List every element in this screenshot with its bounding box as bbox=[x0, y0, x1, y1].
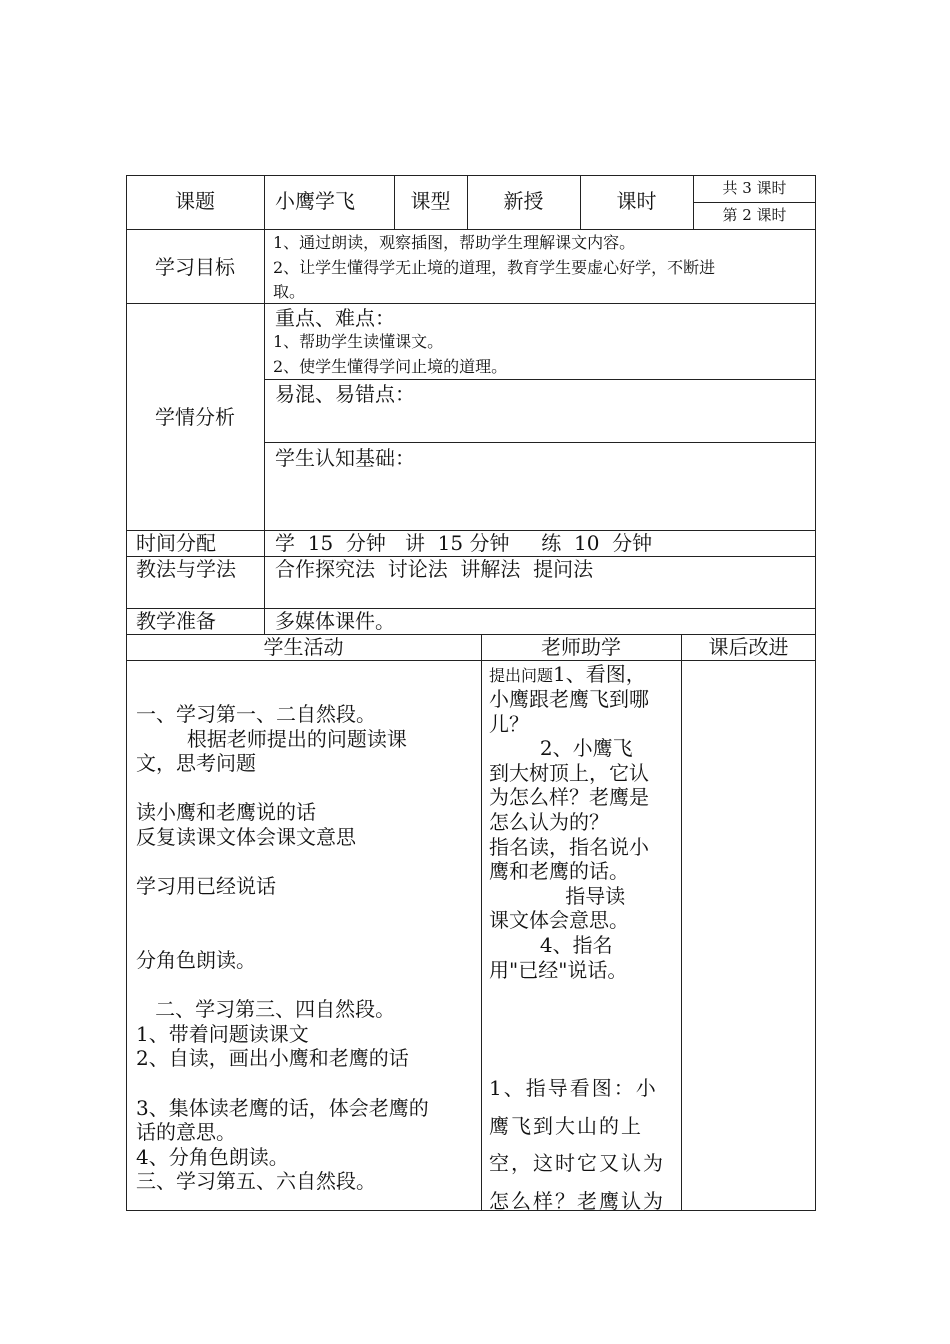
key-point-1: 1、帮助学生读懂课文。 bbox=[273, 332, 444, 351]
teacher-help-line: 小鹰跟老鹰飞到哪 bbox=[489, 687, 649, 711]
time-value: 学 15 分钟 讲 15 分钟 练 10 分钟 bbox=[275, 531, 653, 555]
methods-value: 合作探究法 讨论法 讲解法 提问法 bbox=[275, 557, 594, 581]
time-label: 时间分配 bbox=[136, 531, 216, 555]
row-divider bbox=[126, 660, 816, 661]
teacher-help-line: 鹰和老鹰的话。 bbox=[489, 859, 629, 884]
key-point-2: 2、使学生懂得学问止境的道理。 bbox=[273, 357, 508, 376]
student-activity-line: 3、集体读老鹰的话，体会老鹰的 bbox=[136, 1095, 429, 1120]
teacher-help-line: 1、指导看图：小 bbox=[489, 1076, 658, 1100]
teacher-help-line: 儿？ bbox=[489, 711, 529, 736]
teacher-help-line: 到大树顶上，它认 bbox=[489, 760, 649, 785]
total-periods: 共 3 课时 bbox=[722, 179, 787, 197]
current-period: 第 2 课时 bbox=[722, 206, 787, 224]
row-divider bbox=[693, 202, 816, 203]
teacher-line-first bbox=[489, 662, 646, 687]
student-activity-line: 2、自读，画出小鹰和老鹰的话 bbox=[136, 1046, 409, 1071]
student-activity-line: 根据老师提出的问题读课 bbox=[136, 726, 407, 751]
row-divider bbox=[126, 303, 816, 304]
header-after-class: 课后改进 bbox=[708, 635, 789, 659]
student-activity-line: 4、分角色朗读。 bbox=[136, 1144, 289, 1169]
teacher-help-line: 怎么认为的？ bbox=[489, 810, 609, 834]
teacher-help-line: 用"已经"说话。 bbox=[489, 957, 628, 982]
type-label: 课型 bbox=[410, 189, 451, 213]
teacher-help-line: 课文体会意思。 bbox=[489, 908, 629, 933]
student-activity-line: 反复读课文体会课文意思 bbox=[136, 825, 356, 849]
student-activity-line: 话的意思。 bbox=[136, 1120, 236, 1145]
methods-label: 教法与学法 bbox=[136, 557, 236, 581]
student-activity-line: 一、学习第一、二自然段。 bbox=[136, 702, 376, 726]
row-divider bbox=[264, 379, 816, 380]
col-divider bbox=[481, 634, 482, 1211]
teacher-help-line: 2、小鹰飞 bbox=[489, 736, 633, 761]
student-activity-line: 分角色朗读。 bbox=[136, 948, 256, 972]
header-student-activity: 学生活动 bbox=[263, 635, 344, 659]
col-divider bbox=[681, 634, 682, 1211]
teacher-first-rest: 1、看图， bbox=[553, 662, 646, 686]
student-activity-line: 三、学习第五、六自然段。 bbox=[136, 1169, 376, 1194]
topic-label: 课题 bbox=[175, 189, 215, 213]
analysis-label: 学情分析 bbox=[155, 405, 235, 429]
objective-line-1: 1、通过朗读，观察插图，帮助学生理解课文内容。 bbox=[273, 233, 636, 252]
prep-label: 教学准备 bbox=[136, 609, 216, 633]
teacher-first-small: 提出问题 bbox=[489, 666, 554, 685]
teacher-help-line: 怎么样？老鹰认为 bbox=[489, 1188, 665, 1213]
row-divider bbox=[264, 442, 816, 443]
period-label: 课时 bbox=[616, 189, 657, 213]
objective-line-2: 2、让学生懂得学无止境的道理，教育学生要虚心好学，不断进 bbox=[273, 258, 716, 277]
row-divider bbox=[126, 229, 816, 230]
student-activity-line: 学习用已经说话 bbox=[136, 874, 276, 899]
cognition-title: 学生认知基础： bbox=[275, 446, 415, 470]
prep-value: 多媒体课件。 bbox=[275, 609, 395, 633]
teacher-help-line: 指名读，指名说小 bbox=[489, 834, 649, 859]
teacher-help-line: 鹰飞到大山的上 bbox=[489, 1113, 643, 1138]
teacher-help-line: 为怎么样？老鹰是 bbox=[489, 785, 649, 810]
row-divider bbox=[126, 608, 816, 609]
type-value: 新授 bbox=[503, 189, 544, 213]
objectives-label: 学习目标 bbox=[155, 255, 235, 279]
student-activity-line: 文，思考问题 bbox=[136, 751, 256, 776]
student-activity-line: 二、学习第三、四自然段。 bbox=[136, 997, 396, 1022]
confusion-title: 易混、易错点： bbox=[275, 382, 415, 406]
col-divider bbox=[264, 175, 265, 634]
key-points-title: 重点、难点： bbox=[275, 306, 395, 330]
teacher-help-line: 4、指名 bbox=[489, 933, 613, 957]
student-activity-line: 读小鹰和老鹰说的话 bbox=[136, 800, 316, 825]
objective-line-3: 取。 bbox=[273, 282, 306, 301]
teacher-help-line: 指导读 bbox=[489, 883, 626, 908]
topic-value: 小鹰学飞 bbox=[275, 189, 355, 213]
header-teacher-help: 老师助学 bbox=[541, 635, 621, 659]
student-activity-line: 1、带着问题读课文 bbox=[136, 1021, 309, 1046]
teacher-help-line: 空，这时它又认为 bbox=[489, 1151, 665, 1175]
